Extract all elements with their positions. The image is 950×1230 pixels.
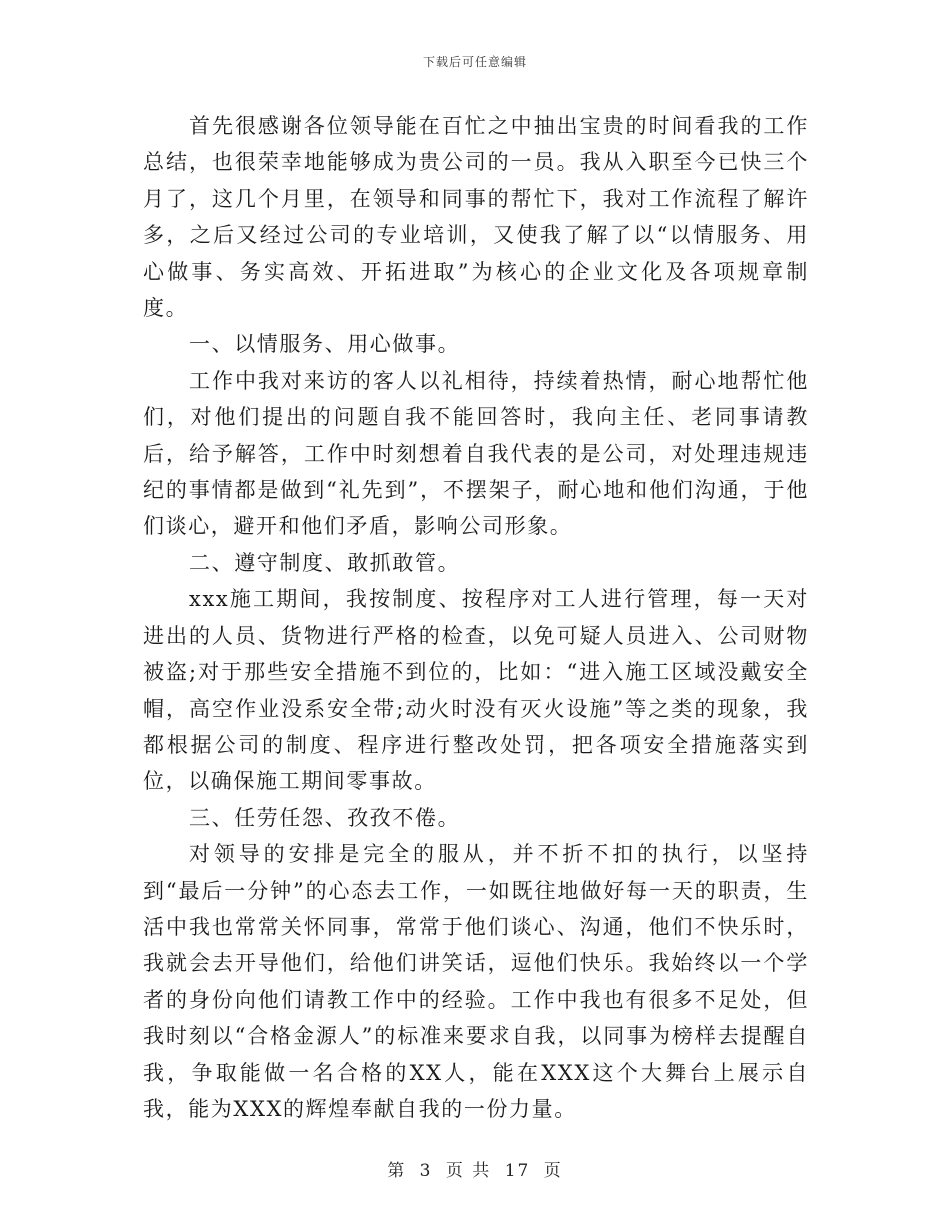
- section-heading-3: 三、任劳任怨、孜孜不倦。: [189, 805, 461, 830]
- section-heading-2: 二、遵守制度、敢抓敢管。: [189, 550, 461, 575]
- footer-total-pages: 17: [504, 1161, 531, 1181]
- section-heading-1: 一、以情服务、用心做事。: [189, 332, 461, 357]
- paragraph-intro: 首先很感谢各位领导能在百忙之中抽出宝贵的时间看我的工作总结，也很荣幸地能够成为贵公司的一员。我从入职至今已快三个月了，这几个月里，在领导和同事的帮忙下，我对工作流程了解许多，之后又经过公司的专业培训，又使我了解了以“以情服务、用心做事、务实高效、开拓进取”为核心的企业文化及各项规章制度。: [143, 114, 809, 321]
- footer-suffix: 页: [543, 1161, 563, 1181]
- paragraph-section-2: xxx施工期间，我按制度、按程序对工人进行管理，每一天对进出的人员、货物进行严格的检查，以免可疑人员进入、公司财物被盗;对于那些安全措施不到位的，比如：“进入施工区域没戴安全帽，高空作业没系安全带;动火时没有灭火设施”等之类的现象，我都根据公司的制度、程序进行整改处罚，把各项安全措施落实到位，以确保施工期间零事故。: [143, 587, 809, 794]
- paragraph-section-1: 工作中我对来访的客人以礼相待，持续着热情，耐心地帮忙他们，对他们提出的问题自我不能回答时，我向主任、老同事请教后，给予解答，工作中时刻想着自我代表的是公司，对处理违规违纪的事情都是做到“礼先到”，不摆架子，耐心地和他们沟通，于他们谈心，避开和他们矛盾，影响公司形象。: [143, 368, 809, 539]
- footer-current-page: 3: [419, 1161, 433, 1181]
- paragraph-section-3: 对领导的安排是完全的服从，并不折不扣的执行，以坚持到“最后一分钟”的心态去工作，一如既往地做好每一天的职责，生活中我也常常关怀同事，常常于他们谈心、沟通，他们不快乐时，我就会去开导他们，给他们讲笑话，逗他们快乐。我始终以一个学者的身份向他们请教工作中的经验。工作中我也有很多不足处，但我时刻以“合格金源人”的标准来要求自我，以同事为榜样去提醒自我，争取能做一名合格的XX人，能在XXX这个大舞台上展示自我，能为XXX的辉煌奉献自我的一份力量。: [143, 842, 809, 1121]
- footer-middle: 页 共: [445, 1161, 492, 1181]
- header-note: 下载后可任意编辑: [422, 55, 527, 69]
- page-footer: [0, 1156, 950, 1181]
- document-body: [143, 108, 809, 1127]
- footer-prefix: 第: [387, 1161, 407, 1181]
